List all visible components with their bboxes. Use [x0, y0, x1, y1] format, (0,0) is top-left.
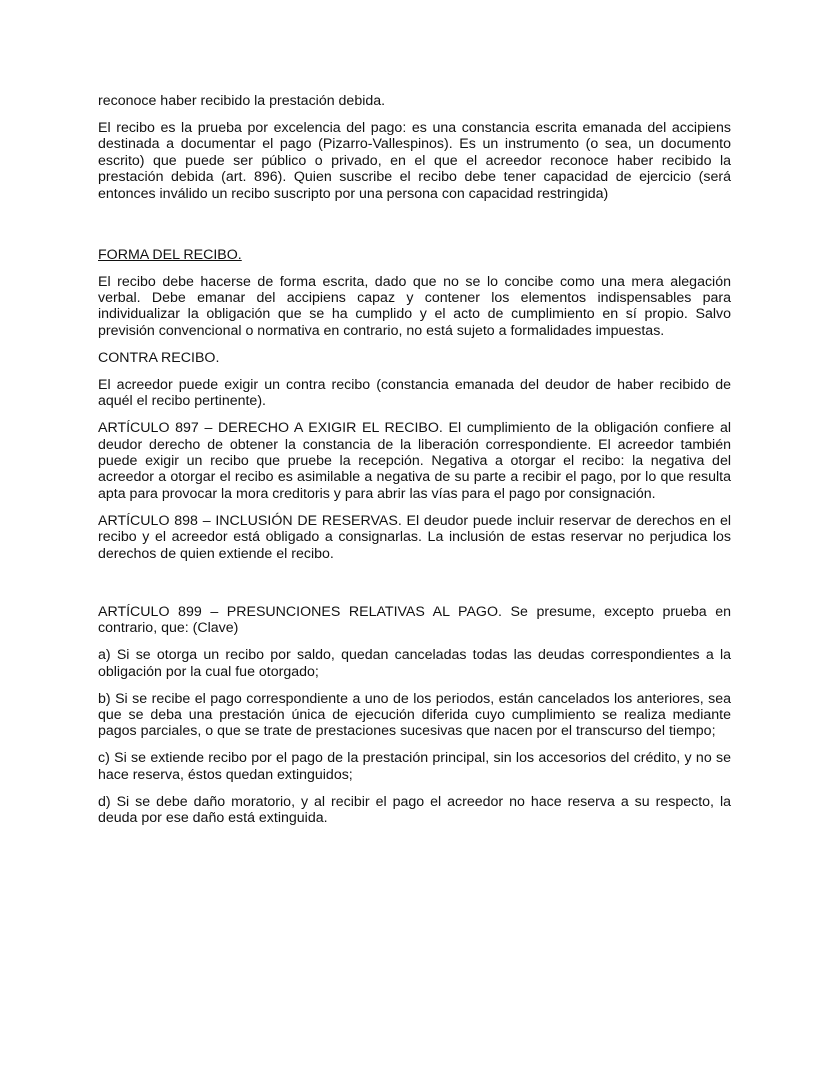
- spacer: [98, 213, 731, 247]
- paragraph-contra-recibo: El acreedor puede exigir un contra recibo (constancia emanada del deudor de haber recibido de aquél el recibo pertinente).: [98, 376, 731, 410]
- paragraph-articulo-898: ARTÍCULO 898 – INCLUSIÓN DE RESERVAS. El deudor puede incluir reservar de derechos en el recibo y el acreedor está obligado a consignarlas. La inclusión de estas reservar no perjudica los derechos de quien extiende el recibo.: [98, 512, 731, 562]
- list-item-d: d) Si se debe daño moratorio, y al recibir el pago el acreedor no hace reserva a su respecto, la deuda por ese daño está extinguida.: [98, 793, 731, 827]
- document-page: [98, 93, 731, 837]
- list-item-c: c) Si se extiende recibo por el pago de la prestación principal, sin los accesorios del crédito, y no se hace reserva, éstos quedan extinguidos;: [98, 750, 731, 783]
- paragraph-recibo-definition: El recibo es la prueba por excelencia del pago: es una constancia escrita emanada del accipiens destinada a documentar el pago (Pizarro-Vallespinos). Es un instrumento (o sea, un documento escrito) que puede ser público o privado, en el que el acreedor reconoce haber recibido la prestación debida (art. 896). Quien suscribe el recibo debe tener capacidad de ejercicio (será entonces inválido un recibo suscripto por una persona con capacidad restringida): [98, 120, 731, 202]
- paragraph-forma: El recibo debe hacerse de forma escrita, dado que no se lo concibe como una mera alegación verbal. Debe emanar del accipiens capaz y contener los elementos indispensables para individualizar la obligación que se ha cumplido y el acto de cumplimiento en sí propio. Salvo previsión convencional o normativa en contrario, no está sujeto a formalidades impuestas.: [98, 273, 731, 339]
- heading-forma-del-recibo: FORMA DEL RECIBO.: [98, 246, 242, 263]
- paragraph-articulo-899: ARTÍCULO 899 – PRESUNCIONES RELATIVAS AL PAGO. Se presume, excepto prueba en contrario, que: (Clave): [98, 603, 731, 637]
- paragraph-articulo-897: ARTÍCULO 897 – DERECHO A EXIGIR EL RECIBO. El cumplimiento de la obligación confiere al deudor derecho de obtener la constancia de la liberación correspondiente. El acreedor también puede exigir un recibo que pruebe la recepción. Negativa a otorgar el recibo: la negativa del acreedor a otorgar el recibo es asimilable a negativa de su parte a recibir el pago, por lo que resulta apta para provocar la mora creditoris y para abrir las vías para el pago por consignación.: [98, 420, 731, 502]
- list-item-a: a) Si se otorga un recibo por saldo, quedan canceladas todas las deudas correspondientes a la obligación por la cual fue otorgado;: [98, 647, 731, 680]
- paragraph-continuation: reconoce haber recibido la prestación debida.: [98, 93, 386, 109]
- list-item-b: b) Si se recibe el pago correspondiente a uno de los periodos, están cancelados los anteriores, sea que se deba una prestación única de ejecución diferida cuyo cumplimiento se realiza mediante pagos parciales, o que se trate de prestaciones sucesivas que nacen por el transcurso del tiempo;: [98, 690, 731, 740]
- spacer: [98, 573, 731, 604]
- heading-contra-recibo: CONTRA RECIBO.: [98, 349, 220, 366]
